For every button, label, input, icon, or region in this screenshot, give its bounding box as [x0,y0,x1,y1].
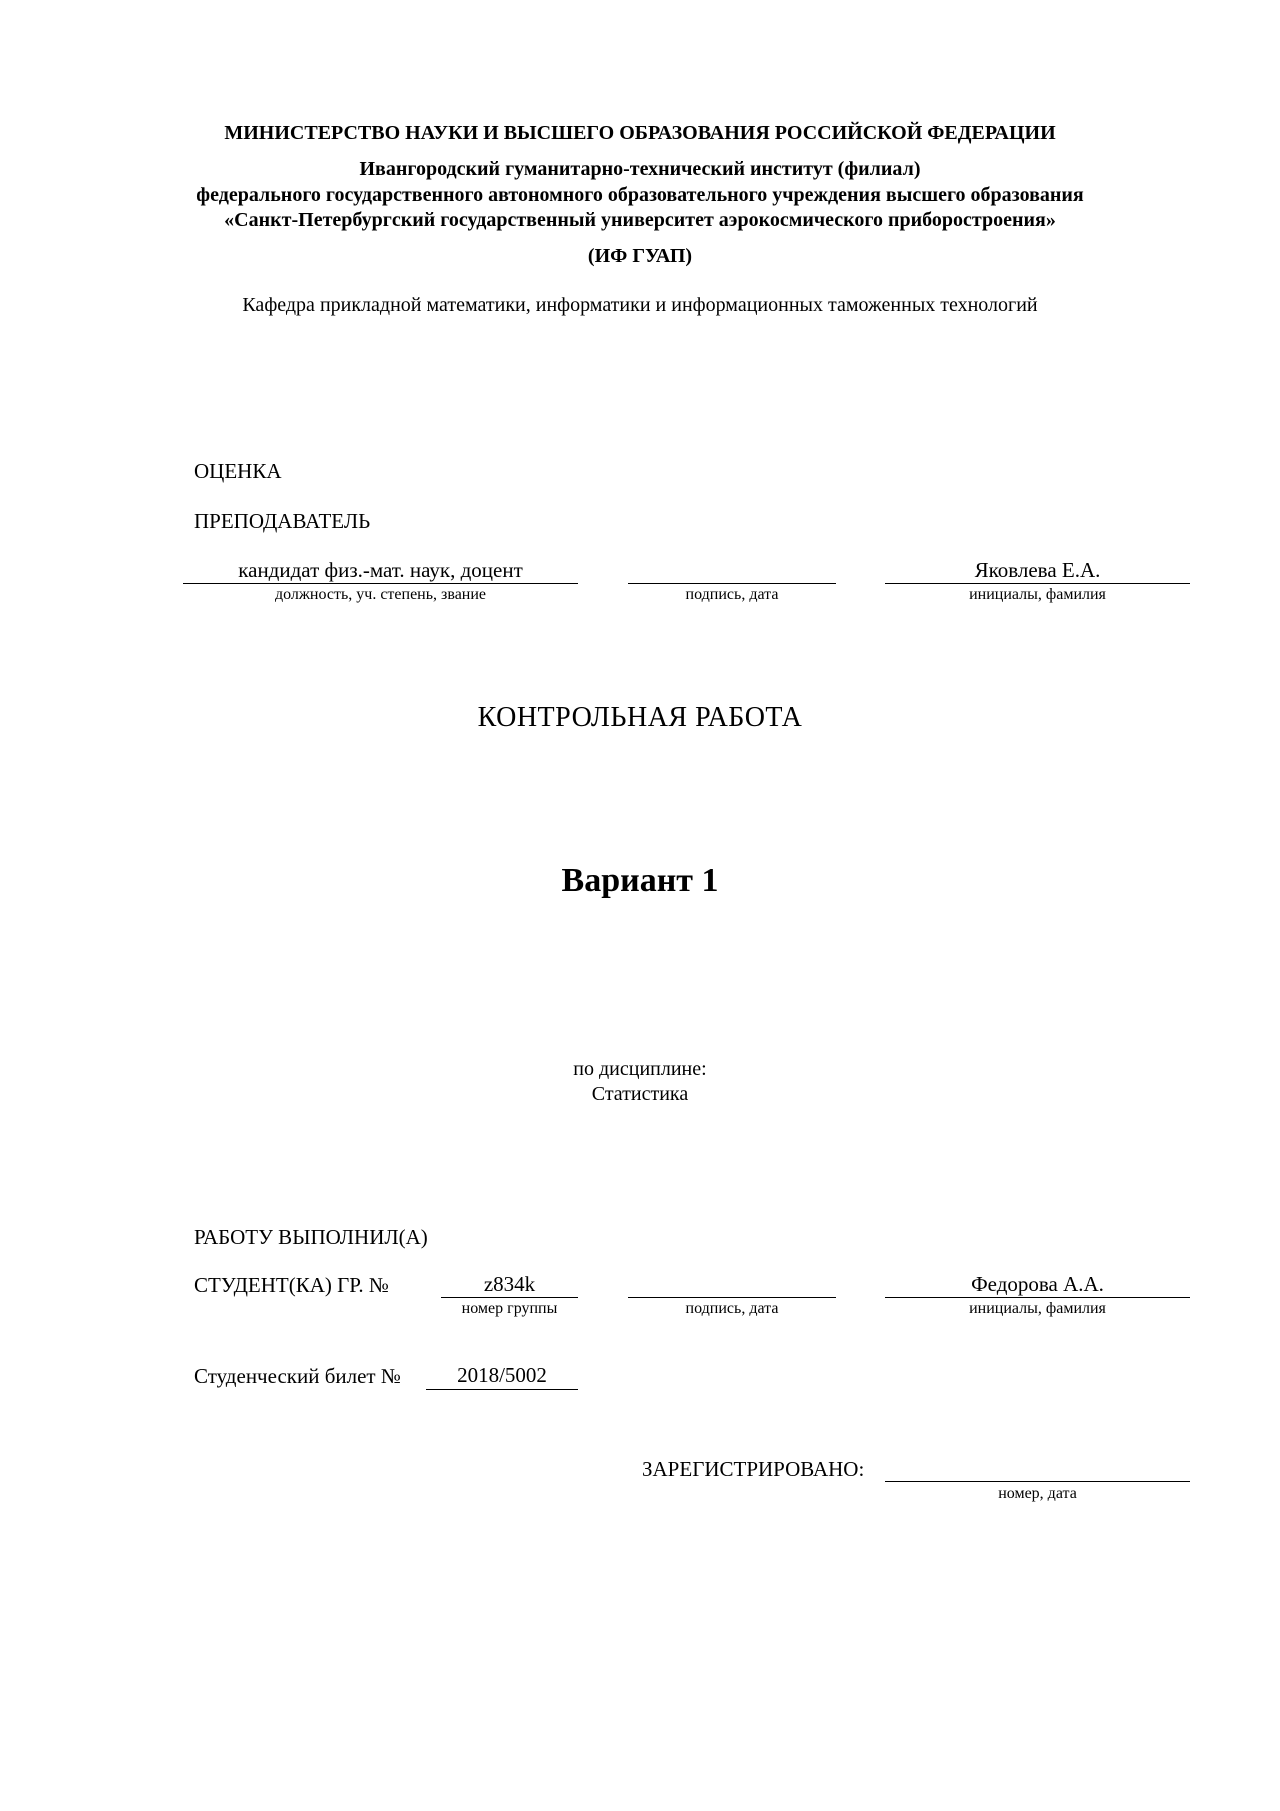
teacher-name-caption: инициалы, фамилия [969,586,1106,603]
registration-label: ЗАРЕГИСТРИРОВАНО: [642,1457,865,1481]
registration-line [885,1481,1190,1482]
variant-title: Вариант 1 [561,862,719,899]
teacher-position-value: кандидат физ.-мат. наук, доцент [238,558,523,582]
grade-label: ОЦЕНКА [194,459,282,483]
group-number-line [441,1297,578,1298]
teacher-position-line [183,583,578,584]
work-type-title: КОНТРОЛЬНАЯ РАБОТА [477,702,803,733]
teacher-position-caption: должность, уч. степень, звание [274,586,487,603]
institute-line-1: Ивангородский гуманитарно-технический институт (филиал) [359,158,921,180]
group-number-value: z834k [483,1272,536,1296]
ministry-title: МИНИСТЕРСТВО НАУКИ И ВЫСШЕГО ОБРАЗОВАНИЯ РОССИЙСКОЙ ФЕДЕРАЦИИ [224,122,1056,144]
institute-abbreviation: (ИФ ГУАП) [587,245,693,267]
student-signature-line [628,1297,836,1298]
student-name-line [885,1297,1190,1298]
registration-caption: номер, дата [998,1485,1077,1502]
teacher-label: ПРЕПОДАВАТЕЛЬ [194,509,371,533]
discipline-name: Статистика [591,1083,689,1105]
student-ticket-value: 2018/5002 [457,1363,547,1387]
teacher-name-line [885,583,1190,584]
group-number-caption: номер группы [461,1300,558,1317]
student-name-value: Федорова А.А. [971,1272,1104,1296]
teacher-signature-line [628,583,836,584]
teacher-name-value: Яковлева Е.А. [974,558,1101,582]
institute-line-3: «Санкт-Петербургский государственный университет аэрокосмического приборостроения» [224,209,1056,231]
student-ticket-line [426,1389,578,1390]
teacher-signature-caption: подпись, дата [685,586,779,603]
institute-line-2: федерального государственного автономного образовательного учреждения высшего образования [196,184,1084,206]
student-signature-caption: подпись, дата [685,1300,779,1317]
student-group-label: СТУДЕНТ(КА) ГР. № [194,1273,389,1297]
done-by-label: РАБОТУ ВЫПОЛНИЛ(А) [194,1225,428,1249]
discipline-label: по дисциплине: [573,1058,707,1080]
student-name-caption: инициалы, фамилия [969,1300,1106,1317]
department-name: Кафедра прикладной математики, информатики и информационных таможенных технологий [242,294,1038,316]
student-ticket-label: Студенческий билет № [194,1364,401,1388]
